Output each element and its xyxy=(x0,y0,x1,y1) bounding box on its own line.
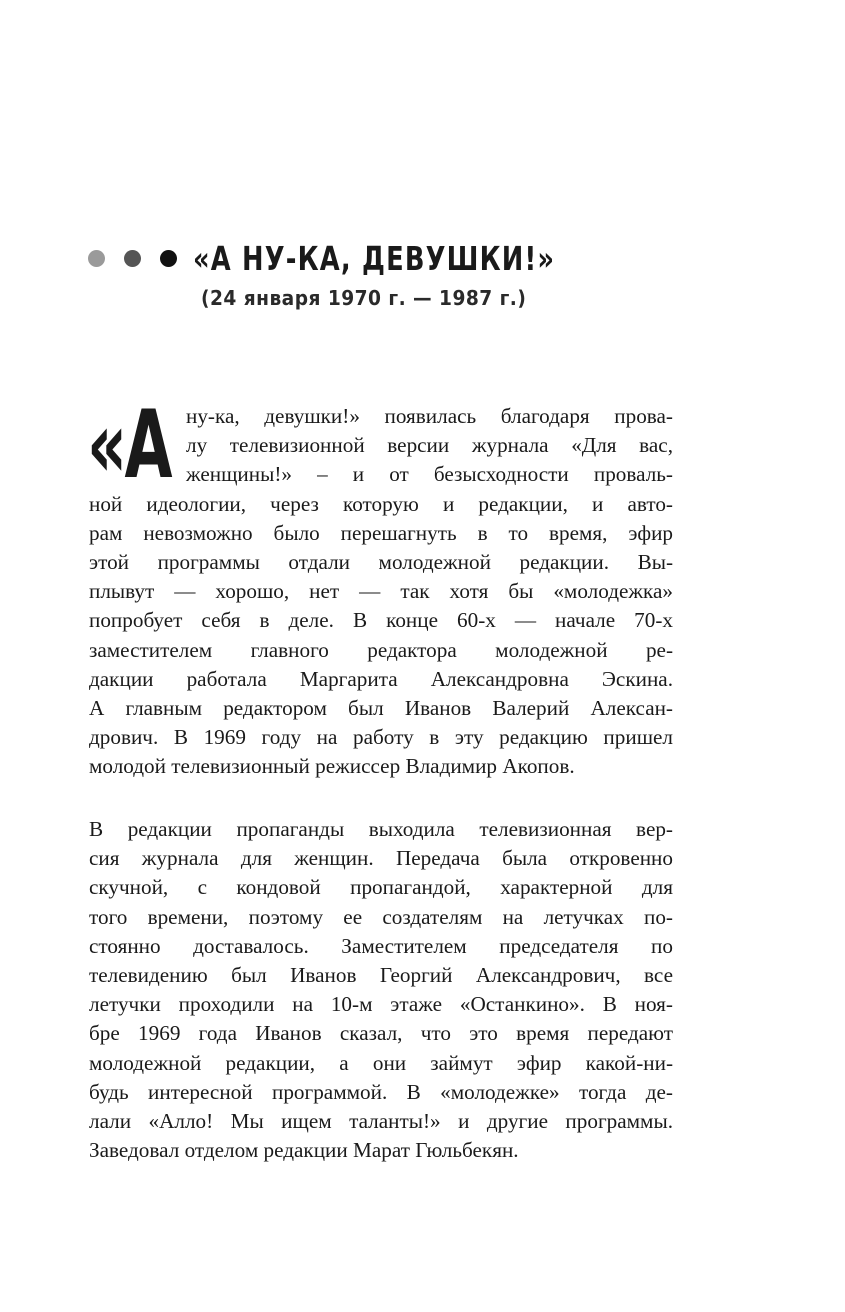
text-line: дакции работала Маргарита Александровна Эскина. xyxy=(89,666,673,691)
text-line: этой программы отдали молодежной редакции. Вы- xyxy=(89,549,673,574)
text-line: лу телевизионной версии журнала «Для вас, xyxy=(186,433,673,458)
text-line: заместителем главного редактора молодежной ре- xyxy=(89,637,673,662)
dot-dark-icon xyxy=(160,250,177,267)
text-line: В редакции пропаганды выходила телевизионная вер- xyxy=(89,817,673,841)
text-line: скучной, с кондовой пропагандой, характерной для xyxy=(89,875,673,900)
text-line: женщины!» – и от безысходности проваль- xyxy=(186,462,673,487)
text-line: Заведовал отделом редакции Марат Гюльбекян. xyxy=(89,1138,519,1163)
text-line: ну-ка, девушки!» появилась благодаря прова- xyxy=(186,404,673,428)
paragraph-1 xyxy=(87,391,673,781)
text-line: молодой телевизионный режиссер Владимир Акопов. xyxy=(89,754,575,779)
chapter-heading xyxy=(88,236,657,280)
text-line: телевидению был Иванов Георгий Александрович, все xyxy=(89,962,673,987)
text-line: будь интересной программой. В «молодежке» тогда де- xyxy=(89,1079,673,1104)
text-line: лали «Алло! Мы ищем таланты!» и другие программы. xyxy=(89,1108,673,1133)
dot-light-icon xyxy=(88,250,105,267)
text-line: плывут — хорошо, нет — так хотя бы «молодежка» xyxy=(89,579,673,604)
drop-cap: «А xyxy=(87,391,170,500)
text-line: дрович. В 1969 году на работу в эту редакцию пришел xyxy=(89,725,673,750)
text-line: бре 1969 года Иванов сказал, что это время передают xyxy=(89,1021,673,1046)
heading-dots xyxy=(88,250,196,267)
text-line: молодежной редакции, а они займут эфир какой-ни- xyxy=(89,1050,673,1075)
text-line: попробует себя в деле. В конце 60-х — начале 70-х xyxy=(89,608,673,633)
text-line: ной идеологии, через которую и редакции, и авто- xyxy=(89,491,673,516)
text-line: сия журнала для женщин. Передача была откровенно xyxy=(89,846,673,871)
text-line: стоянно доставалось. Заместителем председателя по xyxy=(89,933,673,958)
dot-medium-icon xyxy=(124,250,141,267)
chapter-title: «А НУ-КА, ДЕВУШКИ!» xyxy=(193,238,556,278)
text-line: А главным редактором был Иванов Валерий Алексан- xyxy=(89,695,673,720)
text-line: рам невозможно было перешагнуть в то время, эфир xyxy=(89,520,673,545)
chapter-subtitle: (24 января 1970 г. — 1987 г.) xyxy=(201,286,527,310)
paragraph-2 xyxy=(89,815,673,1165)
text-line: того времени, поэтому ее создателям на летучках по- xyxy=(89,904,673,929)
text-line: летучки проходили на 10-м этаже «Останкино». В ноя- xyxy=(89,992,673,1017)
